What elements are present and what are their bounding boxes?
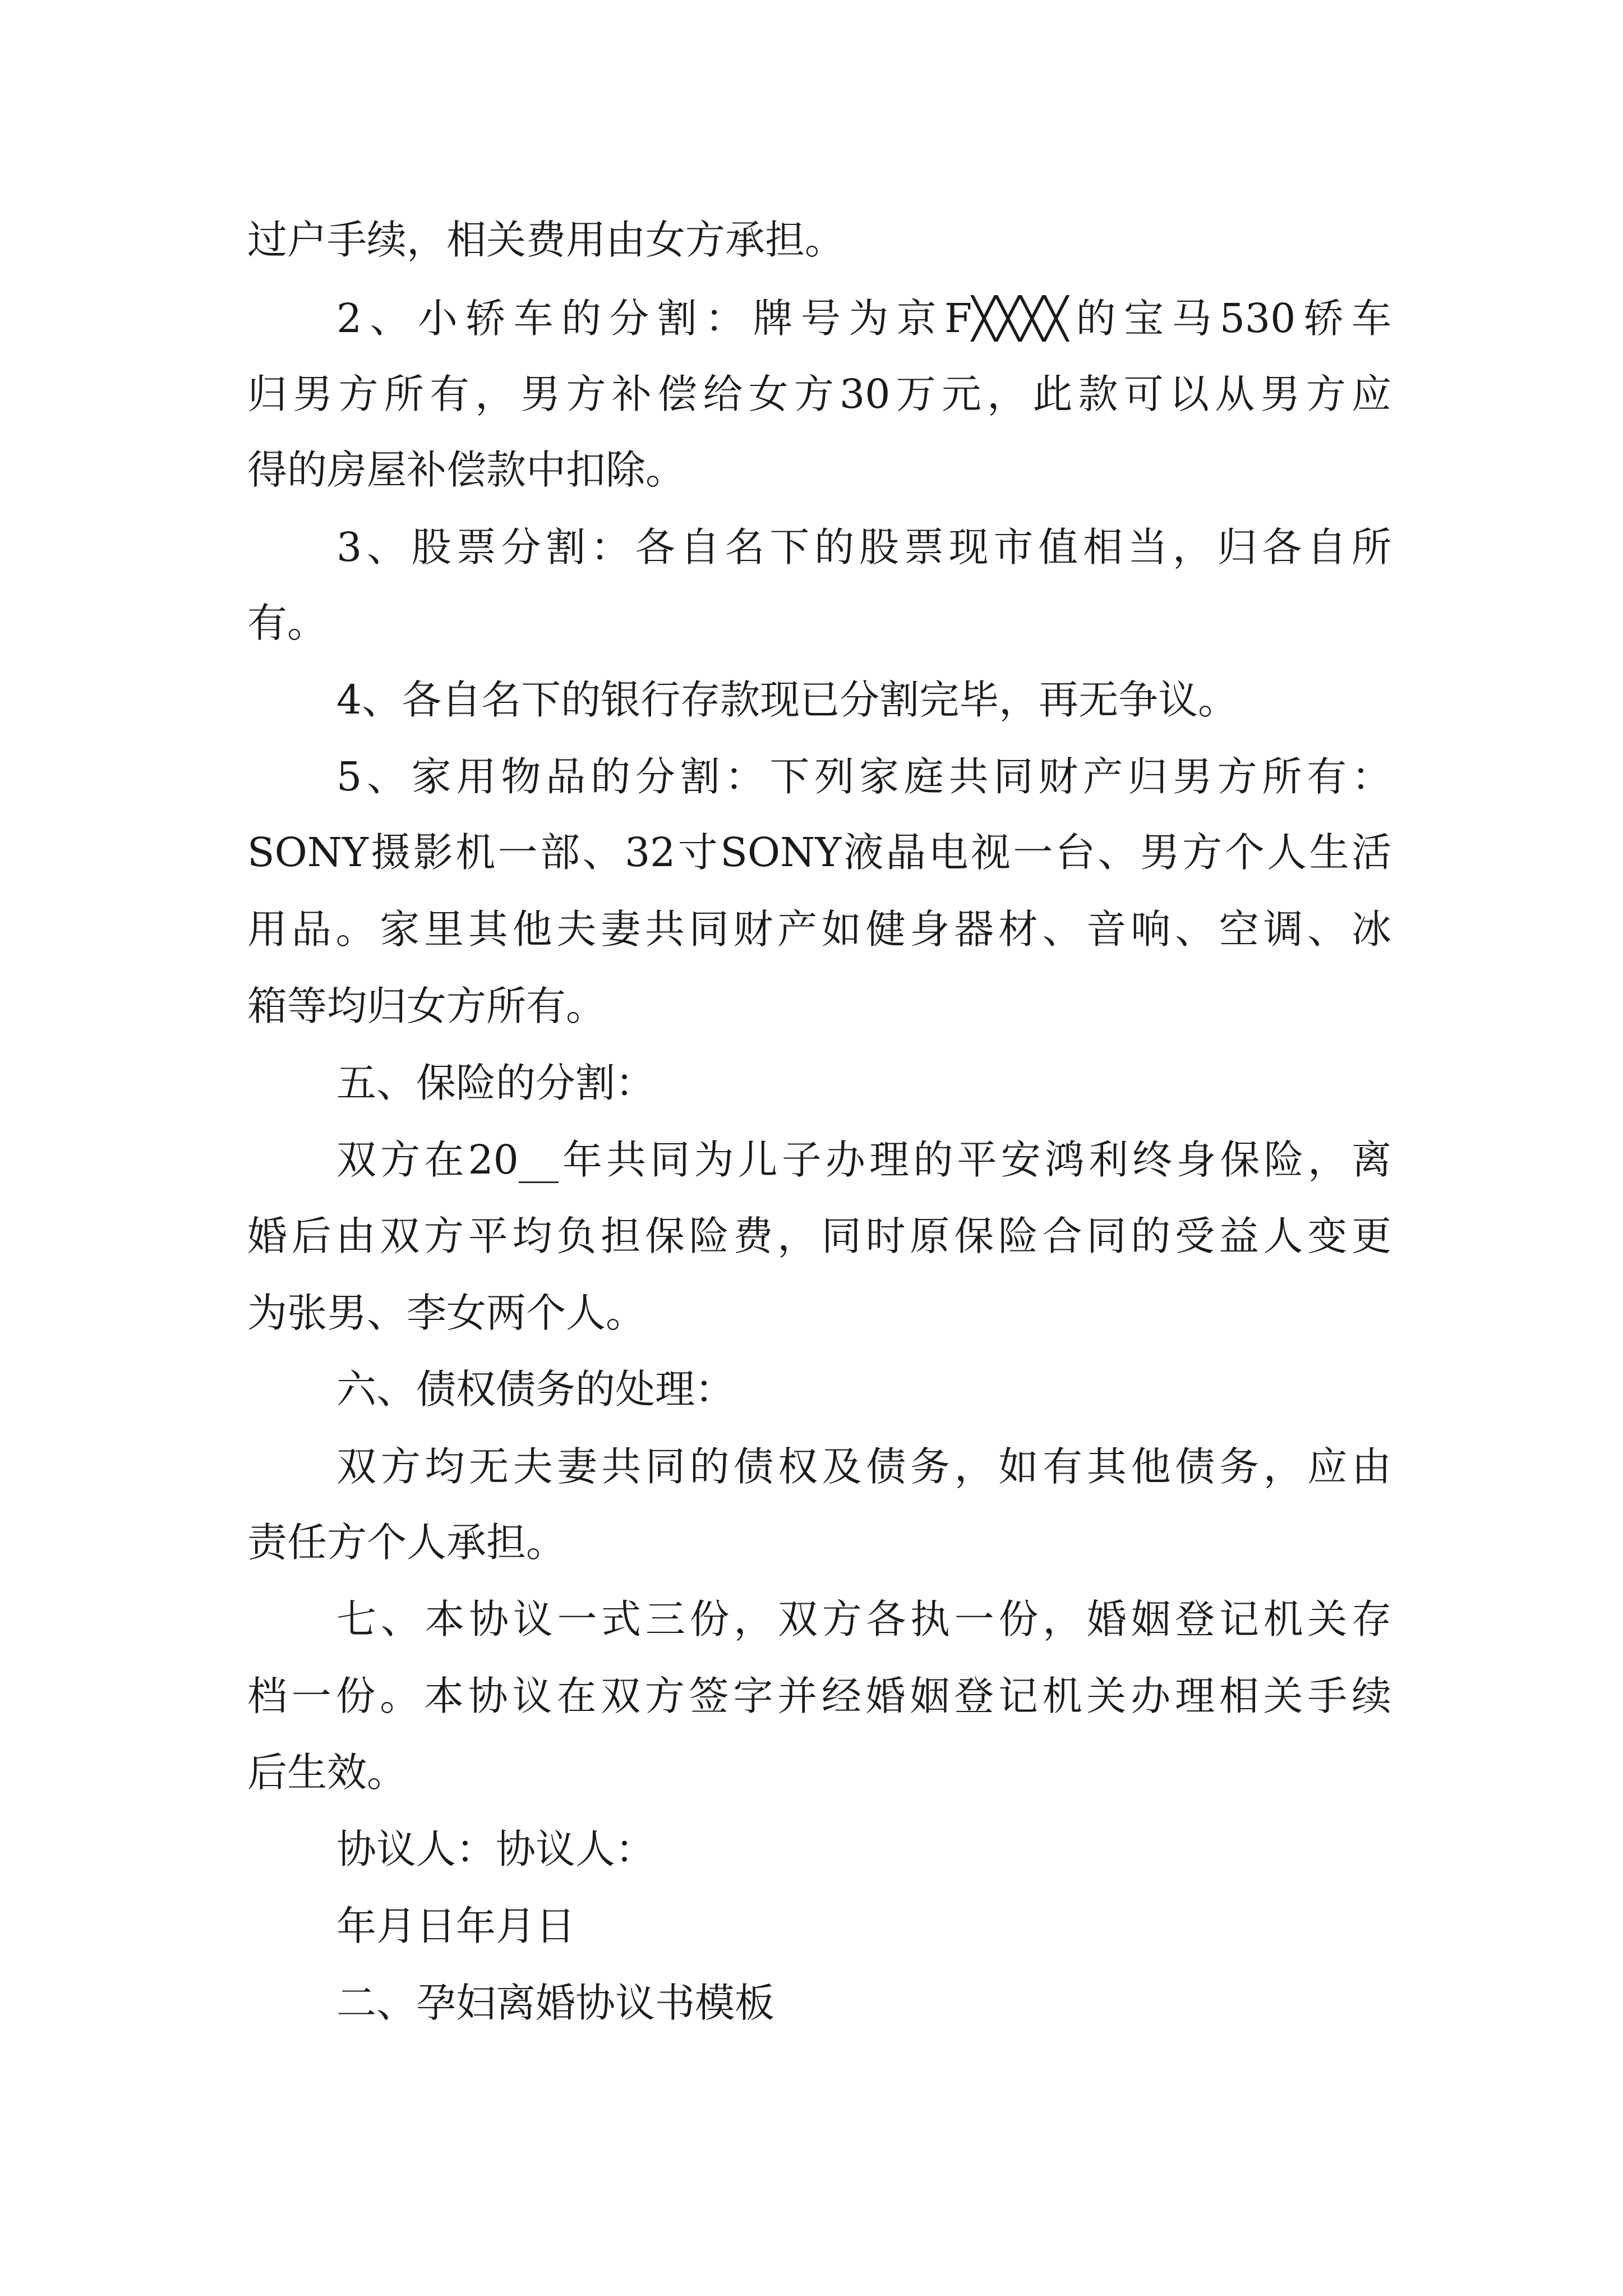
text-line: 用品。家里其他夫妻共同财产如健身器材、音响、空调、冰 xyxy=(247,906,1391,953)
text-line: 5、家用物品的分割：下列家庭共同财产归男方所有： xyxy=(336,753,1391,800)
text-line: 六、债权债务的处理： xyxy=(336,1366,735,1412)
text-line: 后生效。 xyxy=(247,1749,407,1796)
text-line: 七、本协议一式三份，双方各执一份，婚姻登记机关存 xyxy=(336,1596,1391,1642)
text-line: 4、各自名下的银行存款现已分割完毕，再无争议。 xyxy=(336,677,1238,723)
text-line: 过户手续，相关费用由女方承担。 xyxy=(247,217,845,263)
text-line: 得的房屋补偿款中扣除。 xyxy=(247,447,686,493)
text-line: 婚后由双方平均负担保险费，同时原保险合同的受益人变更 xyxy=(247,1213,1391,1259)
section-heading: 二、孕妇离婚协议书模板 xyxy=(336,1980,775,2026)
text-line: 2、小轿车的分割：牌号为京F╳╳╳╳的宝马530轿车 xyxy=(336,295,1391,342)
text-line: 箱等均归女方所有。 xyxy=(247,983,606,1029)
text-line: 五、保险的分割： xyxy=(336,1060,656,1106)
text-line: SONY摄影机一部、32寸SONY液晶电视一台、男方个人生活 xyxy=(247,829,1391,876)
text-line: 3、股票分割：各自名下的股票现市值相当，归各自所 xyxy=(336,524,1391,570)
text-line: 双方在20__年共同为儿子办理的平安鸿利终身保险，离 xyxy=(336,1137,1391,1183)
text-line: 双方均无夫妻共同的债权及债务，如有其他债务，应由 xyxy=(336,1443,1391,1490)
text-line: 协议人：协议人： xyxy=(336,1826,656,1872)
text-line: 为张男、李女两个人。 xyxy=(247,1290,646,1336)
text-line: 归男方所有，男方补偿给女方30万元，此款可以从男方应 xyxy=(247,371,1391,417)
text-line: 责任方个人承担。 xyxy=(247,1519,566,1566)
text-line: 有。 xyxy=(247,600,328,646)
text-line: 档一份。本协议在双方签字并经婚姻登记机关办理相关手续 xyxy=(247,1673,1391,1719)
text-line: 年月日年月日 xyxy=(336,1903,576,1949)
